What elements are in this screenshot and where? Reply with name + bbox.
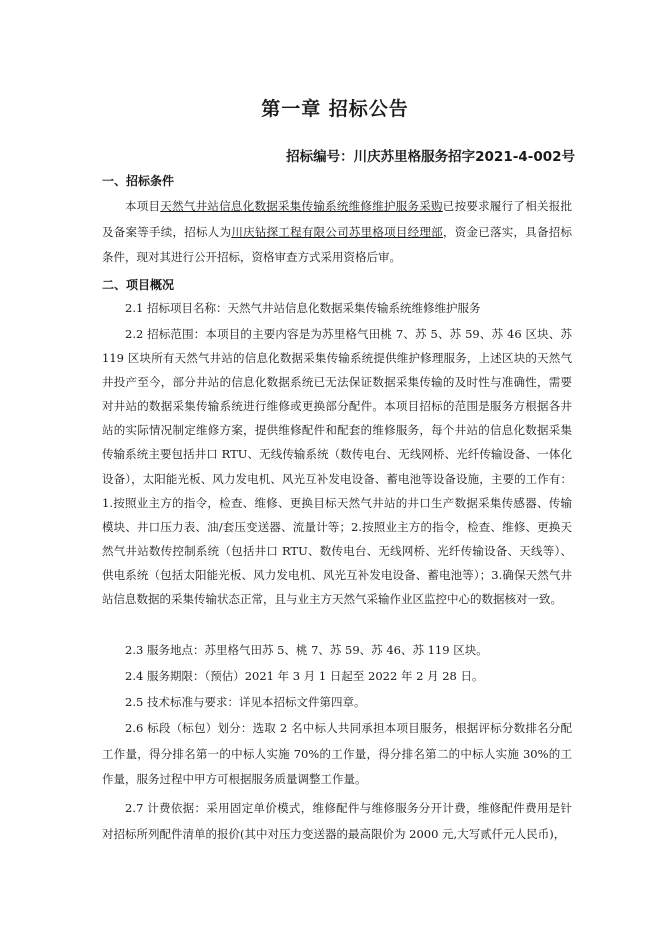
item-2-3: 2.3 服务地点：苏里格气田苏 5、桃 7、苏 59、苏 46、苏 119 区块。 — [125, 643, 488, 657]
section-heading-tender-conditions: 一、招标条件 — [102, 174, 175, 188]
tender-conditions-paragraph — [102, 194, 572, 271]
section-heading-project-overview: 二、项目概况 — [102, 278, 175, 292]
chapter-title: 第一章 招标公告 — [261, 98, 409, 120]
paragraph-text: ，资金已落实，具备招标条件，现对其进行公开招标，资格审查方式采用资格后审。 — [102, 224, 573, 264]
paragraph-text: 已按要求履行了相关报批及备案等手续，招标人为 — [102, 199, 572, 239]
item-2-5: 2.5 技术标准与要求：详见本招标文件第四章。 — [125, 695, 366, 709]
item-2-1: 2.1 招标项目名称：天然气井站信息化数据采集传输系统维修维护服务 — [125, 301, 481, 315]
tenderer-name: 川庆钻探工程有限公司苏里格项目经理部 — [231, 224, 443, 239]
item-2-7: 2.7 计费依据：采用固定单价模式，维修配件与维修服务分开计费，维修配件费用是针对招标所列配件清单的报价(其中对压力变送器的最高限价为 2000 元,大写贰仟元人民币)， — [102, 801, 572, 841]
item-2-6: 2.6 标段（标包）划分：选取 2 名中标人共同承担本项目服务，根据评标分数排名分配工作量，得分排名第一的中标人实施 70%的工作量，得分排名第二的中标人实施 30%的工作量，服务过程中甲方可根据服务质量调整工作量。 — [102, 721, 572, 786]
bid-number: 招标编号：川庆苏里格服务招字2021-4-002号 — [286, 149, 575, 165]
item-2-4: 2.4 服务期限：（预估）2021 年 3 月 1 日起至 2022 年 2 月 28 日。 — [125, 669, 484, 683]
paragraph-text: 本项目 — [125, 199, 161, 213]
item-2-2: 2.2 招标范围：本项目的主要内容是为苏里格气田桃 7、苏 5、苏 59、苏 46 区块、苏 119 区块所有天然气井站的信息化数据采集传输系统提供维护修理服务，上述区块的天然气井投产至今，部分井站的信息化数据系统已无法保证数据采集传输的及时性与准确性，需要对井站的数据采集传输系统进行维修或更换部分配件。本项目招标的范围是服务方根据各井站的实际情况制定维修方案，提供维修配件和配套的维修服务，每个井站的信息化数据采集传输系统主要包括井口 RTU、无线传输系统（数传电台、无线网桥、光纤传输设备、一体化设备），太阳能光板、风力发电机、风光互补发电设备、蓄电池等设备设施，主要的工作有：1.按照业主方的指令，检查、维修、更换目标天然气井站的井口生产数据采集传感器、传输模块、井口压力表、油/套压变送器、流量计等；2.按照业主方的指令，检查、维修、更换天然气井站数传控制系统（包括井口 RTU、数传电台、无线网桥、光纤传输设备、天线等）、供电系统（包括太阳能光板、风力发电机、风光互补发电设备、蓄电池等）；3.确保天然气井站信息数据的采集传输状态正常，且与业主方天然气采输作业区监控中心的数据核对一致。 — [102, 327, 572, 607]
project-name: 天然气井站信息化数据采集传输系统维修维护服务采购 — [160, 199, 443, 213]
